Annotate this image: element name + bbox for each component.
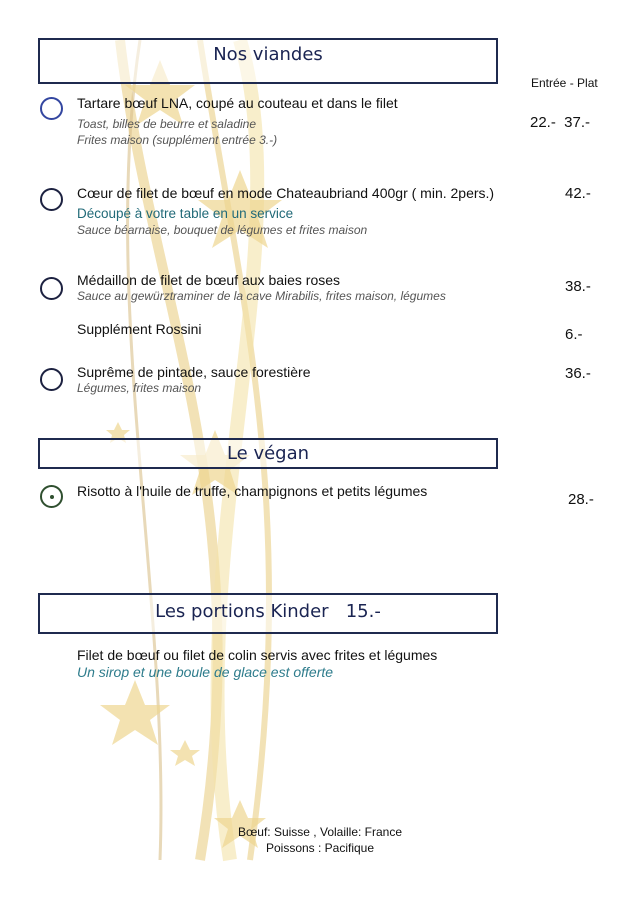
section-header-vegan: Le végan (38, 438, 498, 469)
item-price: 6.- (565, 326, 583, 343)
item-price: 28.- (568, 491, 594, 508)
item-desc: Toast, billes de beurre et saladine (77, 117, 257, 131)
item-marker-vegan (40, 485, 63, 508)
item-name: Cœur de filet de bœuf en mode Chateaubriand 400gr ( min. 2pers.) (77, 185, 495, 201)
item-marker (40, 97, 63, 120)
item-marker (40, 277, 63, 300)
kinder-desc: Filet de bœuf ou filet de colin servis avec frites et légumes (77, 647, 438, 663)
item-name: Médaillon de filet de bœuf aux baies roses (77, 272, 341, 288)
section-header-kinder: Les portions Kinder 15.- (38, 593, 498, 634)
item-marker (40, 188, 63, 211)
kinder-note: Un sirop et une boule de glace est offerte (77, 664, 334, 680)
item-name: Supplément Rossini (77, 321, 202, 337)
item-name: Suprême de pintade, sauce forestière (77, 364, 311, 380)
item-price: 36.- (565, 365, 591, 382)
item-price: 22.- 37.- (530, 114, 591, 131)
item-price: 42.- (565, 185, 591, 202)
footer-origin-fish: Poissons : Pacifique (265, 841, 375, 855)
item-desc: Sauce au gewürztraminer de la cave Mirabilis, frites maison, légumes (77, 289, 446, 303)
item-note: Découpé à votre table en un service (77, 206, 294, 221)
item-marker (40, 368, 63, 391)
item-price: 38.- (565, 278, 591, 295)
item-name: Risotto à l'huile de truffe, champignons et petits légumes (77, 483, 428, 499)
section-header-viandes: Nos viandes (38, 38, 498, 84)
item-name: Tartare bœuf LNA, coupé au couteau et dans le filet (77, 95, 398, 111)
item-desc: Légumes, frites maison (77, 381, 202, 395)
item-desc: Frites maison (supplément entrée 3.-) (77, 133, 278, 147)
footer-origin-meat: Bœuf: Suisse , Volaille: France (237, 825, 403, 839)
column-header: Entrée - Plat (531, 76, 598, 90)
item-desc: Sauce béarnaise, bouquet de légumes et frites maison (77, 223, 368, 237)
footer (200, 824, 440, 856)
